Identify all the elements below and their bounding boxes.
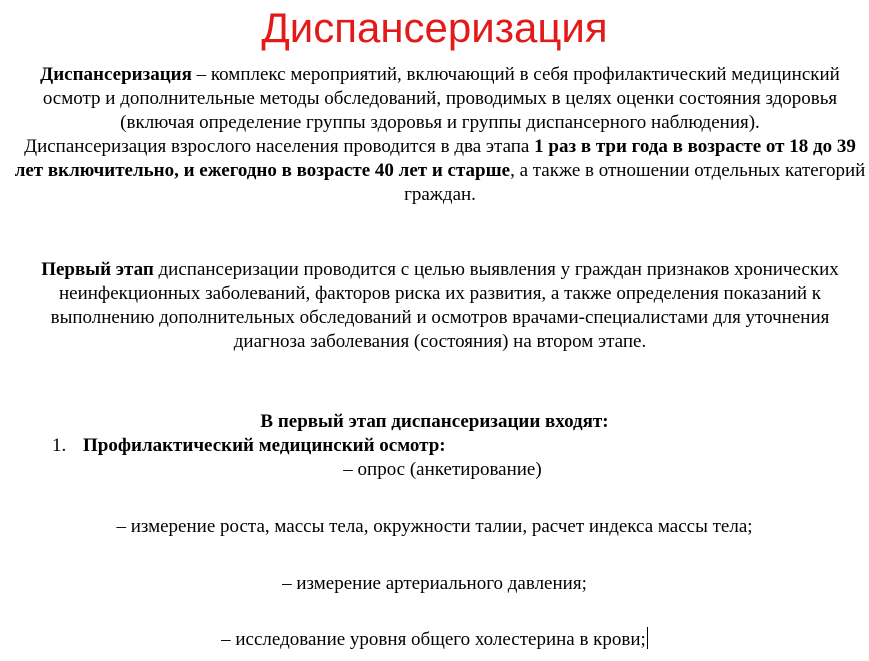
cholesterol-text: – исследование уровня общего холестерина в крови;	[221, 629, 646, 650]
schedule-text: Диспансеризация взрослого населения проводится в два этапа	[24, 136, 535, 157]
definition-text: – комплекс мероприятий, включающий в себя профилактический медицинский осмотр и дополнительные методы обследований, проводимых в целях оценки состояния здоровья (включая определение группы здоровья и группы диспансерного наблюдения).	[42, 64, 840, 133]
schedule-bold-text: 1 раз в три года в возрасте от 18 до 39 лет включительно, и ежегодно в возрасте 40 лет и старше	[14, 136, 856, 181]
schedule-end-text: , а также в отношении отдельных категорий граждан.	[404, 160, 866, 205]
list-subitem-cholesterol	[0, 627, 869, 652]
term-dispanserization: Диспансеризация	[40, 64, 192, 85]
intro-paragraph	[14, 63, 866, 207]
list-number: 1.	[52, 435, 67, 456]
list-item	[52, 434, 446, 458]
first-stage-text: диспансеризации проводится с целью выявления у граждан признаков хронических неинфекционных заболеваний, факторов риска их развития, а также определения показаний к выполнению дополнительных обследований и осмотров врачами-специалистами для уточнения диагноза заболевания (состояния) на втором этапе.	[50, 259, 839, 352]
list-subitem-survey: – опрос (анкетирование)	[343, 459, 542, 480]
includes-heading: В первый этап диспансеризации входят:	[260, 411, 609, 432]
list-subitem-blood-pressure: – измерение артериального давления;	[282, 573, 587, 594]
first-stage-paragraph	[14, 258, 866, 354]
list-label: Профилактический медицинский осмотр:	[83, 435, 446, 456]
first-stage-term: Первый этап	[41, 259, 154, 280]
page-title: Диспансеризация	[261, 4, 608, 51]
text-cursor	[647, 627, 648, 649]
list-subitem-measurement: – измерение роста, массы тела, окружности талии, расчет индекса массы тела;	[116, 516, 753, 537]
